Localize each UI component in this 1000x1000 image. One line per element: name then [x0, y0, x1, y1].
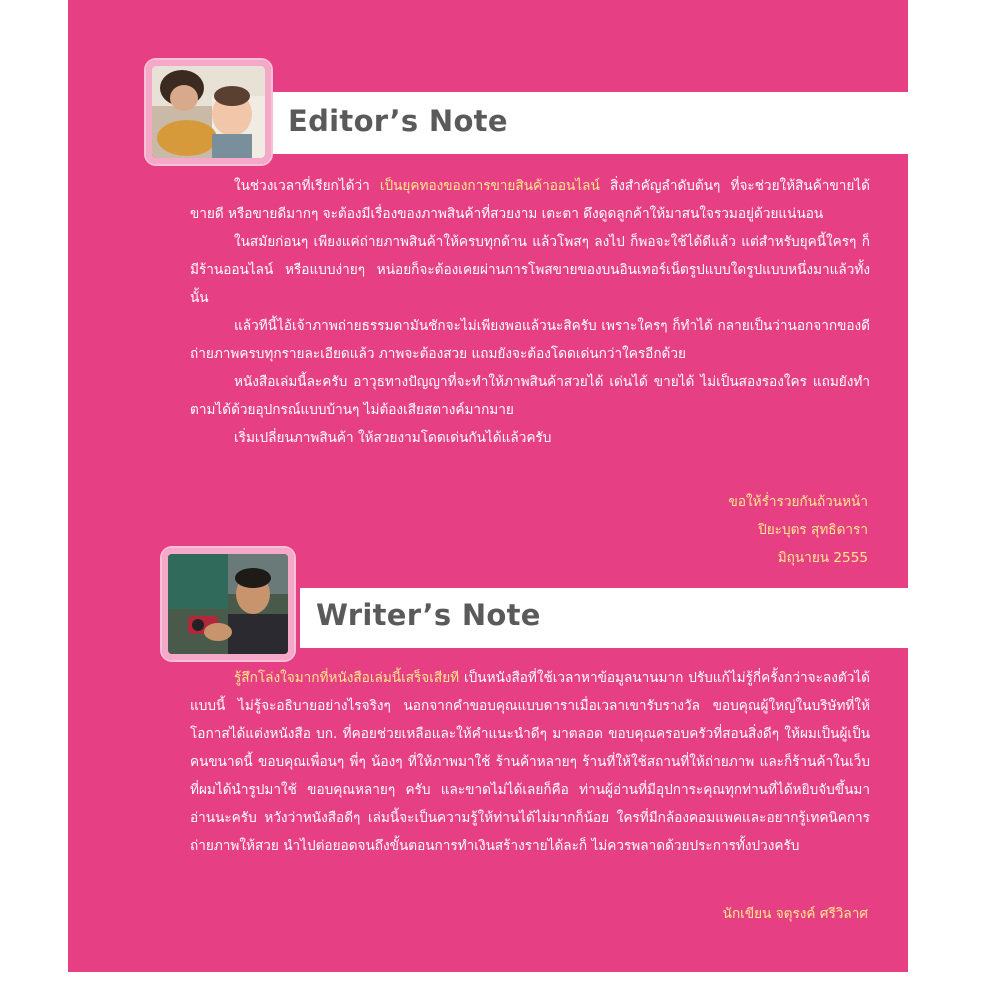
writer-heading: Writer’s Note [316, 598, 541, 632]
writer-body [190, 664, 870, 860]
writer-signature-name: นักเขียน จตุรงค์ ศรีวิลาศ [722, 906, 868, 922]
writer-photo [162, 548, 294, 660]
editor-paragraph: หนังสือเล่มนี้ละครับ อาวุธทางปัญญาที่จะทำให้ภาพสินค้าสวยได้ เด่นได้ ขายได้ ไม่เป็นสองรองใคร แถมยังทำตามได้ด้วยอุปกรณ์แบบบ้านๆ ไม่ต้องเสียสตางค์มากมาย [190, 374, 870, 418]
editor-paragraph-text: ในช่วงเวลาที่เรียกได้ว่า [234, 178, 380, 194]
editor-highlight: เป็นยุคทองของการขายสินค้าออนไลน์ [379, 178, 600, 194]
writer-paragraph [190, 664, 870, 860]
writer-signature [723, 900, 868, 928]
editor-paragraph: เริ่มเปลี่ยนภาพสินค้า ให้สวยงามโดดเด่นกันได้แล้วครับ [234, 430, 552, 446]
editor-heading: Editor’s Note [288, 104, 508, 138]
editor-signature-line: ขอให้ร่ำรวยกันถ้วนหน้า [728, 494, 868, 510]
editor-photo [146, 60, 271, 164]
editor-signature [729, 488, 868, 572]
editor-signature-date: มิถุนายน 2555 [777, 550, 868, 566]
editor-paragraph: แล้วทีนี้ไอ้เจ้าภาพถ่ายธรรมดามันชักจะไม่เพียงพอแล้วนะสิครับ เพราะใครๆ ก็ทำได้ กลายเป็นว่านอกจากของดี ถ่ายภาพครบทุกรายละเอียดแล้ว ภาพจะต้องสวย แถมยังจะต้องโดดเด่นกว่าใครอีกด้วย [190, 318, 870, 362]
editor-paragraph-text: สิ่งสำคัญลำดับต้นๆ ที่จะช่วยให้สินค้าขายได้ ขายดี หรือขายดีมากๆ จะต้องมีเรื่องของภาพสินค้าที่สวยงาม เตะตา ดึงดูดลูกค้าให้มาสนใจรวมอยู่ด้วยแน่นอน [190, 178, 870, 222]
writer-highlight: รู้สึกโล่งใจมากที่หนังสือเล่มนี้เสร็จเสียที [234, 670, 460, 686]
editor-paragraph: ในสมัยก่อนๆ เพียงแค่ถ่ายภาพสินค้าให้ครบทุกด้าน แล้วโพสๆ ลงไป ก็พอจะใช้ได้ดีแล้ว แต่สำหรับยุคนี้ใครๆ ก็มีร้านออนไลน์ หรือแบบง่ายๆ หน่อยก็จะต้องเคยผ่านการโพสขายของบนอินเทอร์เน็ตรูปแบบใดรูปแบบหนึ่งมาแล้วทั้งนั้น [190, 234, 870, 306]
editor-signature-name: ปิยะบุตร สุทธิดารา [758, 522, 868, 538]
writer-paragraph-text: เป็นหนังสือที่ใช้เวลาหาข้อมูลนานมาก ปรับแก้ไม่รู้กี่ครั้งกว่าจะลงตัวได้แบบนี้ ไม่รู้จะอธิบายอย่างไรจริงๆ นอกจากคำขอบคุณแบบดาราเมื่อเวลาเขารับรางวัล ขอบคุณผู้ใหญ่ในบริษัทที่ให้โอกาสได้แต่งหนังสือ บก. ที่คอยช่วยเหลือและให้คำแนะนำดีๆ มาตลอด ขอบคุณครอบครัวที่สอนสิ่งดีๆ ให้ผมเป็นผู้เป็นคนขนาดนี้ ขอบคุณเพื่อนๆ พี่ๆ น้องๆ ที่ให้ภาพมาใช้ ร้านค้าหลายๆ ร้านที่ให้ใช้สถานที่ให้ถ่ายภาพ และก็ร้านค้าในเว็บที่ผมได้นำรูปมาใช้ ขอบคุณหลายๆ ครับ และขาดไม่ได้เลยก็คือ ท่านผู้อ่านที่มีอุปการะคุณทุกท่านที่ได้หยิบจับขึ้นมาอ่านนะครับ หวังว่าหนังสือดีๆ เล่มนี้จะเป็นความรู้ให้ท่านได้ไม่มากก็น้อย ใครที่มีกล้องคอมแพคและอยากรู้เทคนิคการถ่ายภาพให้สวย นำไปต่อยอดจนถึงขั้นตอนการทำเงินสร้างรายได้ละก็ ไม่ควรพลาดด้วยประการทั้งปวงครับ [190, 670, 870, 854]
editor-paragraph [190, 172, 870, 228]
editor-body [190, 172, 870, 452]
